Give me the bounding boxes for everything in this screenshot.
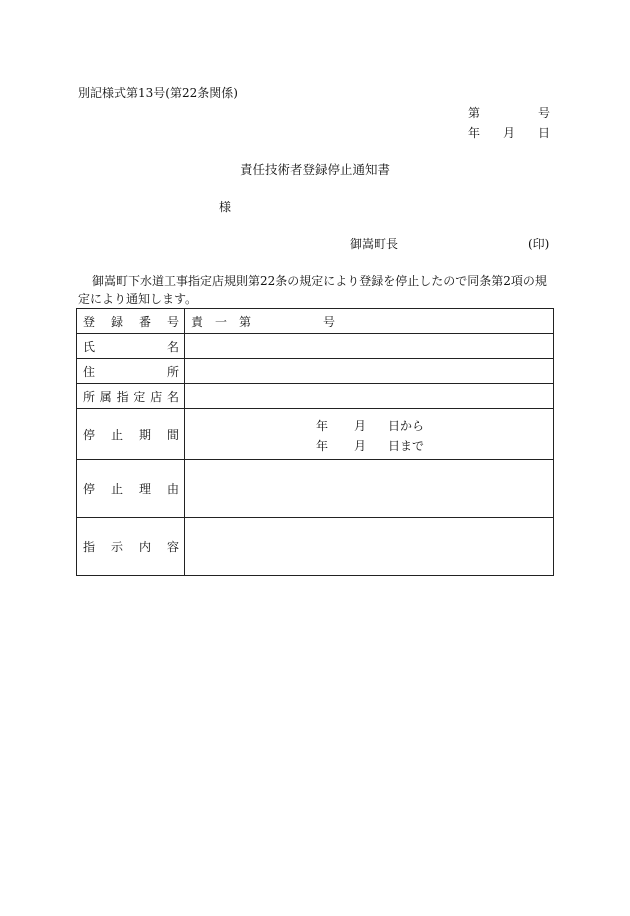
table-row bbox=[77, 460, 554, 518]
table-row bbox=[77, 334, 554, 359]
body-text: 御嵩町下水道工事指定店規則第22条の規定により登録を停止したので同条第2項の規定により通知します。 bbox=[78, 274, 547, 306]
address-field[interactable] bbox=[185, 359, 554, 384]
table-row bbox=[77, 359, 554, 384]
table-row bbox=[77, 309, 554, 334]
row-label-address: 住 所 bbox=[77, 359, 185, 384]
affiliated-shop-field[interactable] bbox=[185, 384, 554, 409]
suspension-period-field[interactable] bbox=[185, 409, 554, 460]
table-row bbox=[77, 409, 554, 460]
period-from: 年 月 日から bbox=[316, 419, 425, 433]
row-label-name: 氏 名 bbox=[77, 334, 185, 359]
suspension-reason-field[interactable] bbox=[185, 460, 554, 518]
table-row bbox=[77, 384, 554, 409]
document-title: 責任技術者登録停止通知書 bbox=[239, 162, 390, 177]
row-label-affiliated-shop: 所 属 指 定 店 名 bbox=[77, 384, 185, 409]
row-label-suspension-reason: 停 止 理 由 bbox=[77, 460, 185, 518]
form-number-label: 別記様式第13号(第22条関係) bbox=[78, 86, 238, 100]
addressee-suffix: 様 bbox=[219, 200, 232, 214]
registration-number-value[interactable]: 責 一 第 号 bbox=[185, 309, 554, 334]
sender-name: 御嵩町長 bbox=[350, 237, 399, 251]
instructions-field[interactable] bbox=[185, 518, 554, 576]
period-to: 年 月 日まで bbox=[316, 439, 425, 453]
seal-mark: (印) bbox=[528, 237, 550, 251]
row-label-suspension-period: 停 止 期 間 bbox=[77, 409, 185, 460]
table-row bbox=[77, 518, 554, 576]
name-field[interactable] bbox=[185, 334, 554, 359]
row-label-registration-number: 登 録 番 号 bbox=[77, 309, 185, 334]
document-number: 第 号 bbox=[468, 106, 550, 120]
document-date: 年 月 日 bbox=[468, 126, 550, 140]
row-label-instructions: 指 示 内 容 bbox=[77, 518, 185, 576]
notice-table bbox=[76, 308, 554, 576]
